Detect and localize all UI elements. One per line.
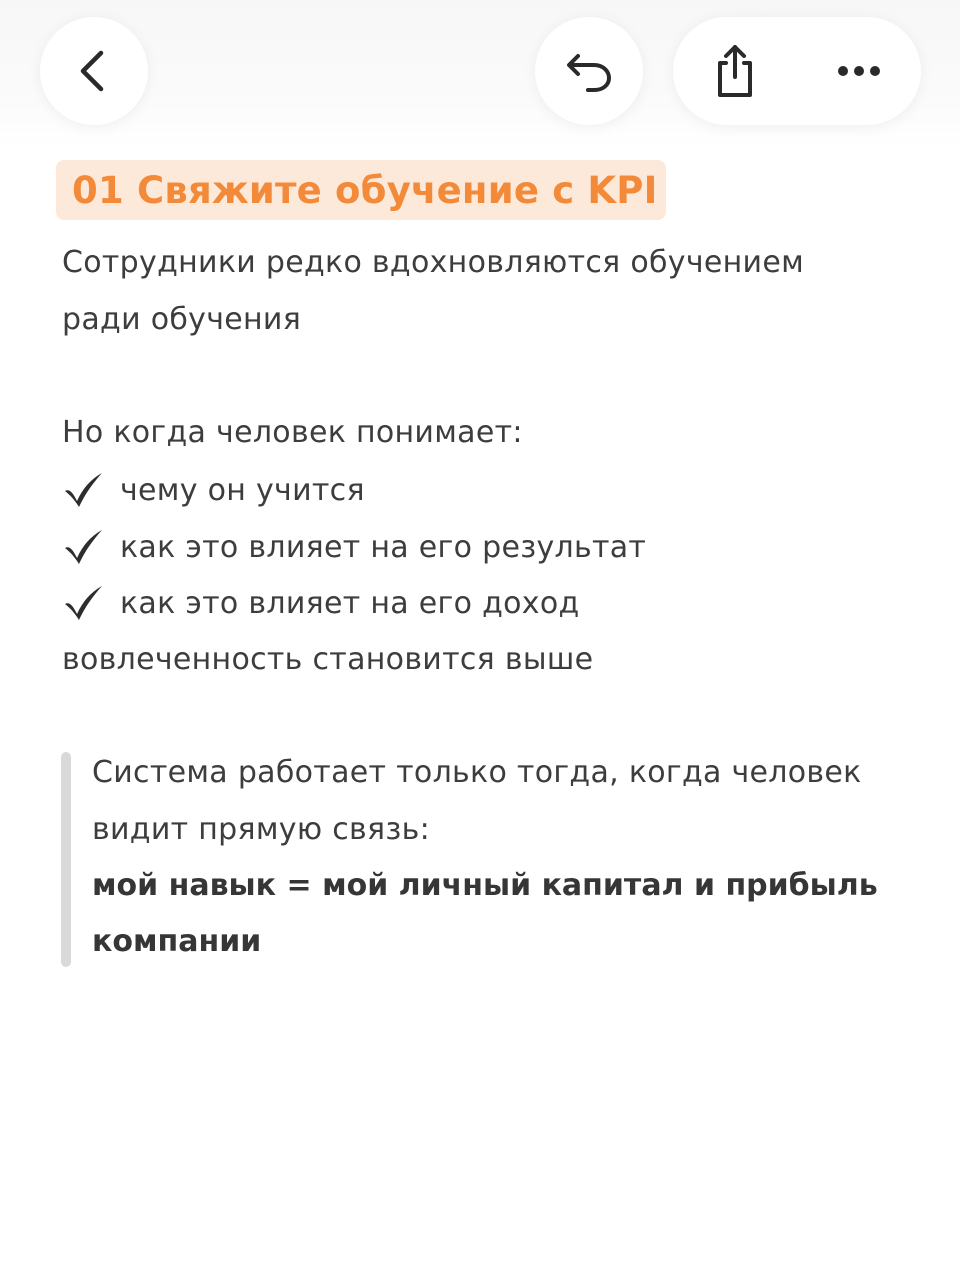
checkmark-icon: [62, 583, 106, 623]
share-button[interactable]: [673, 17, 797, 125]
undo-button[interactable]: [535, 17, 643, 125]
checklist-text: чему он учится: [120, 472, 365, 508]
checkmark-icon: [62, 527, 106, 567]
lead-text: Но когда человек понимает:: [62, 415, 523, 450]
conclusion-text: вовлеченность становится выше: [62, 642, 594, 677]
title-highlight: [56, 160, 666, 220]
share-icon: [713, 43, 757, 99]
checklist-item: [62, 527, 646, 567]
actions-pill: [673, 17, 921, 125]
quote-line-1: Система работает только тогда, когда человек: [92, 755, 862, 790]
quote-bar: [61, 752, 71, 967]
checklist-item: [62, 470, 365, 510]
quote-bold-line-1: мой навык = мой личный капитал и прибыль: [92, 868, 878, 903]
intro-line-1: Сотрудники редко вдохновляются обучением: [62, 245, 805, 280]
more-button[interactable]: [797, 17, 921, 125]
checkmark-icon: [62, 470, 106, 510]
chevron-left-icon: [74, 49, 114, 93]
note-title: 01 Свяжите обучение с KPI: [72, 168, 658, 212]
undo-arrow-icon: [564, 48, 614, 94]
more-horizontal-icon: [837, 65, 881, 77]
checklist-text: как это влияет на его доход: [120, 585, 580, 621]
quote-line-2: видит прямую связь:: [92, 812, 430, 847]
back-button[interactable]: [40, 17, 148, 125]
quote-bold-line-2: компании: [92, 924, 262, 959]
checklist-item: [62, 583, 580, 623]
intro-line-2: ради обучения: [62, 302, 302, 337]
checklist-text: как это влияет на его результат: [120, 529, 647, 565]
